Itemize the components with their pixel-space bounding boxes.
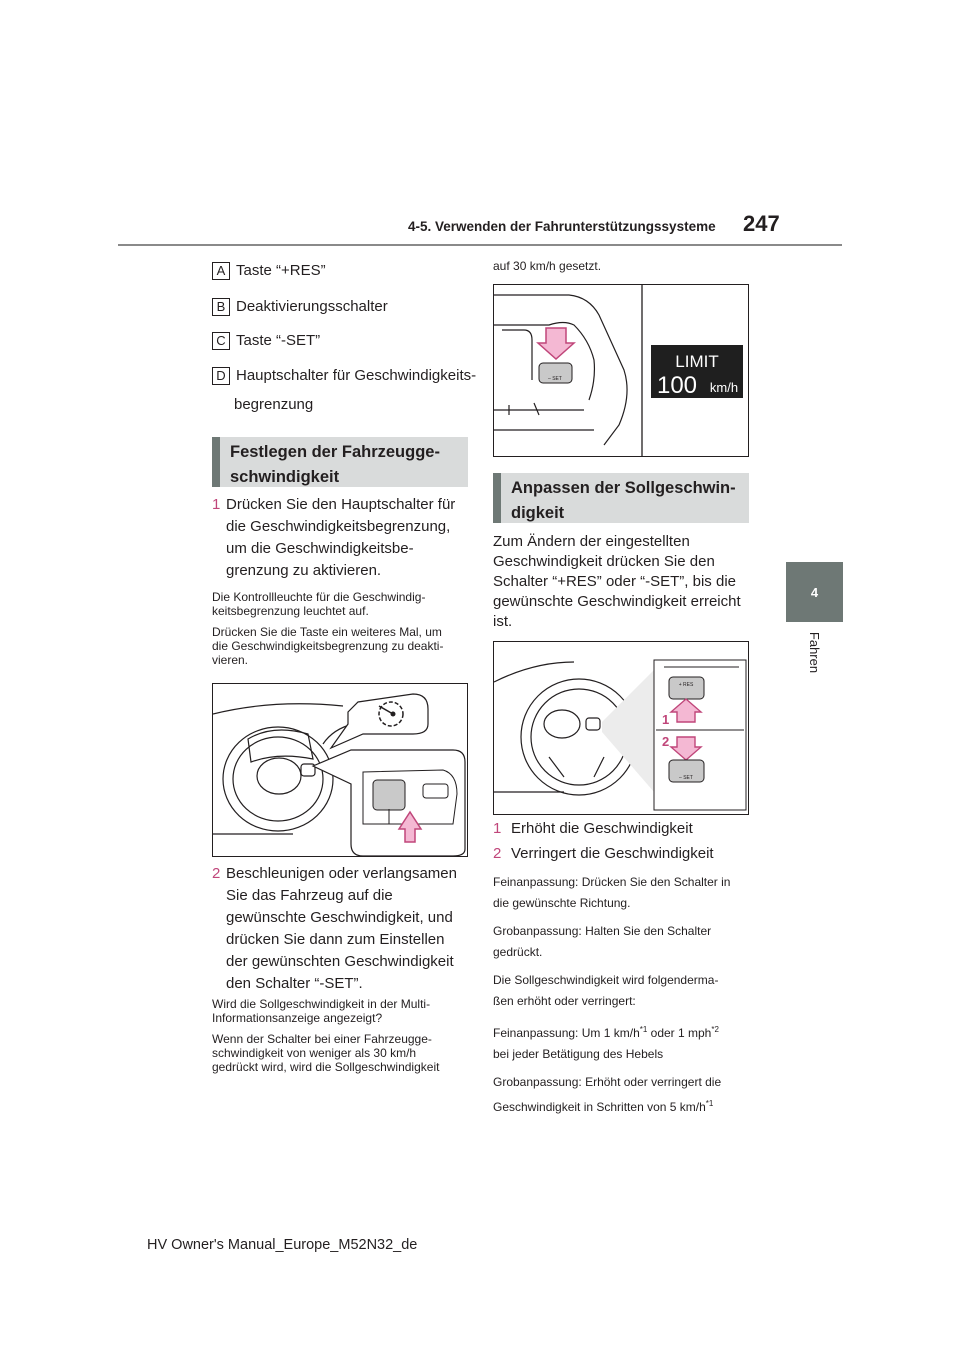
note-line: Informationsanzeige angezeigt? [212, 1011, 383, 1025]
note-line: keitsbegrenzung leuchtet auf. [212, 604, 369, 618]
heading-line: digkeit [511, 504, 565, 522]
note-coarse [493, 1093, 755, 1118]
item-number: 1 [493, 820, 502, 837]
limit-unit: km/h [709, 380, 739, 395]
chapter-number: 4 [810, 584, 819, 600]
adjust-intro [493, 532, 753, 632]
heading-line: Festlegen der Fahrzeugge- [230, 443, 440, 461]
step-line: den Schalter “-SET”. [226, 975, 363, 992]
note-line: Die Kontrollleuchte für die Geschwindig- [212, 590, 426, 604]
intro-line: ist. [493, 613, 513, 630]
step-line: grenzung zu aktivieren. [226, 562, 382, 579]
step-1 [212, 494, 472, 582]
note-fine [493, 1019, 755, 1044]
adjust-notes [493, 872, 755, 1118]
section-heading-set-speed [212, 437, 468, 487]
section-title: 4-5. Verwenden der Fahrunterstützungssysteme [408, 219, 716, 234]
res-label: + RES [678, 682, 694, 688]
step-line: der gewünschten Geschwindigkeit [226, 953, 454, 970]
press-arrow [538, 328, 574, 359]
legend-text: Taste “-SET” [236, 332, 321, 349]
note-line: schwindigkeit von weniger als 30 km/h [212, 1046, 417, 1060]
callout-2: 2 [662, 734, 670, 749]
step-line: Drücken Sie den Hauptschalter für [226, 496, 456, 513]
footnote-ref: *1 [705, 1099, 714, 1108]
set-label: – SET [679, 775, 693, 781]
legend-item-c [212, 332, 320, 350]
note-line: Drücken Sie die Taste ein weiteres Mal, um [212, 625, 442, 639]
footnote-ref: *2 [711, 1025, 719, 1034]
step-line: drücken Sie dann zum Einstellen [226, 931, 445, 948]
intro-line: gewünschte Geschwindigkeit erreicht [493, 593, 741, 610]
item-decrease [493, 843, 714, 865]
note-line: gedrückt wird, wird die Sollgeschwindigkeit [212, 1060, 440, 1074]
res-set-illustration [494, 642, 749, 815]
step-line: gewünschte Geschwindigkeit, und [226, 909, 453, 926]
section-heading-adjust-speed [493, 473, 749, 523]
limit-value: 100 [656, 372, 698, 399]
page-number: 247 [743, 211, 780, 236]
note-line: Grobanpassung: Erhöht oder verringert die [493, 1075, 722, 1089]
legend-letter: C [212, 332, 230, 350]
legend-letter: D [212, 367, 230, 385]
legend-item-a [212, 262, 326, 280]
step-number: 2 [212, 865, 221, 882]
callout-icon-bubble [331, 694, 428, 748]
heading-line: Anpassen der Sollgeschwin- [511, 479, 736, 497]
callout-switch-panel [313, 750, 465, 856]
res-set-panel [654, 660, 746, 810]
note-line: ßen erhöht oder verringert: [493, 994, 636, 1008]
note-line: die gewünschte Richtung. [493, 896, 631, 910]
note-line: gedrückt. [493, 945, 543, 959]
legend-item-d [212, 367, 476, 385]
item-number: 2 [493, 845, 502, 862]
step-2 [212, 863, 472, 995]
figure-res-set [493, 641, 749, 815]
step-line: um die Geschwindigkeitsbe- [226, 540, 414, 557]
limit-label: LIMIT [675, 352, 719, 371]
fine-prefix: Feinanpassung: Um 1 km/h [493, 1026, 640, 1040]
step-line: Beschleunigen oder verlangsamen [226, 865, 457, 882]
note-line: Wird die Sollgeschwindigkeit in der Multi- [212, 997, 431, 1011]
intro-line: Zum Ändern der eingestellten [493, 533, 690, 550]
note-line: bei jeder Betätigung des Hebels [493, 1047, 664, 1061]
note-line: vieren. [212, 653, 249, 667]
item-text: Verringert die Geschwindigkeit [511, 845, 714, 862]
steering-wheel-illustration [213, 684, 468, 857]
note-indicator [212, 590, 472, 618]
step-line: Sie das Fahrzeug auf die [226, 887, 393, 904]
legend-text-cont: begrenzung [234, 396, 314, 413]
note-display-question [212, 997, 472, 1025]
item-increase [493, 818, 693, 840]
callout-1: 1 [662, 712, 670, 727]
footer-text: HV Owner's Manual_Europe_M52N32_de [147, 1237, 418, 1253]
legend-text: Taste “+RES” [236, 262, 326, 279]
step-number: 1 [212, 496, 221, 513]
set-label: – SET [548, 376, 562, 382]
fine-mid: oder 1 mph [647, 1026, 712, 1040]
coarse-text: Geschwindigkeit in Schritten von 5 km/h [493, 1100, 706, 1114]
chapter-label-box [786, 622, 843, 682]
footnote-ref: *1 [639, 1025, 648, 1034]
legend-letter: B [212, 298, 230, 316]
note-deactivate [212, 625, 472, 667]
figure-limit-display [493, 284, 749, 457]
intro-line: Schalter “+RES” oder “-SET”, bis die [493, 573, 736, 590]
set-switch-illustration [494, 285, 749, 457]
figure-main-switch [212, 683, 468, 857]
note-min-speed-cont: auf 30 km/h gesetzt. [493, 259, 602, 273]
step-line: die Geschwindigkeitsbegrenzung, [226, 518, 451, 535]
item-text: Erhöht die Geschwindigkeit [511, 820, 693, 837]
legend-letter: A [212, 262, 230, 280]
intro-line: Geschwindigkeit drücken Sie den [493, 553, 715, 570]
note-line: Die Sollgeschwindigkeit wird folgenderma- [493, 973, 719, 987]
note-line: Feinanpassung: Drücken Sie den Schalter in [493, 875, 731, 889]
chapter-label: Fahren [806, 631, 822, 673]
note-line: Grobanpassung: Halten Sie den Schalter [493, 924, 712, 938]
note-min-speed [212, 1032, 474, 1074]
legend-text: Deaktivierungsschalter [236, 298, 388, 315]
chapter-tab [786, 562, 843, 622]
legend-text: Hauptschalter für Geschwindigkeits- [236, 367, 477, 384]
note-line: die Geschwindigkeitsbegrenzung zu deakti- [212, 639, 444, 653]
header-rule [118, 244, 842, 246]
note-line: Wenn der Schalter bei einer Fahrzeugge- [212, 1032, 432, 1046]
heading-line: schwindigkeit [230, 468, 340, 486]
legend-item-b [212, 298, 388, 316]
